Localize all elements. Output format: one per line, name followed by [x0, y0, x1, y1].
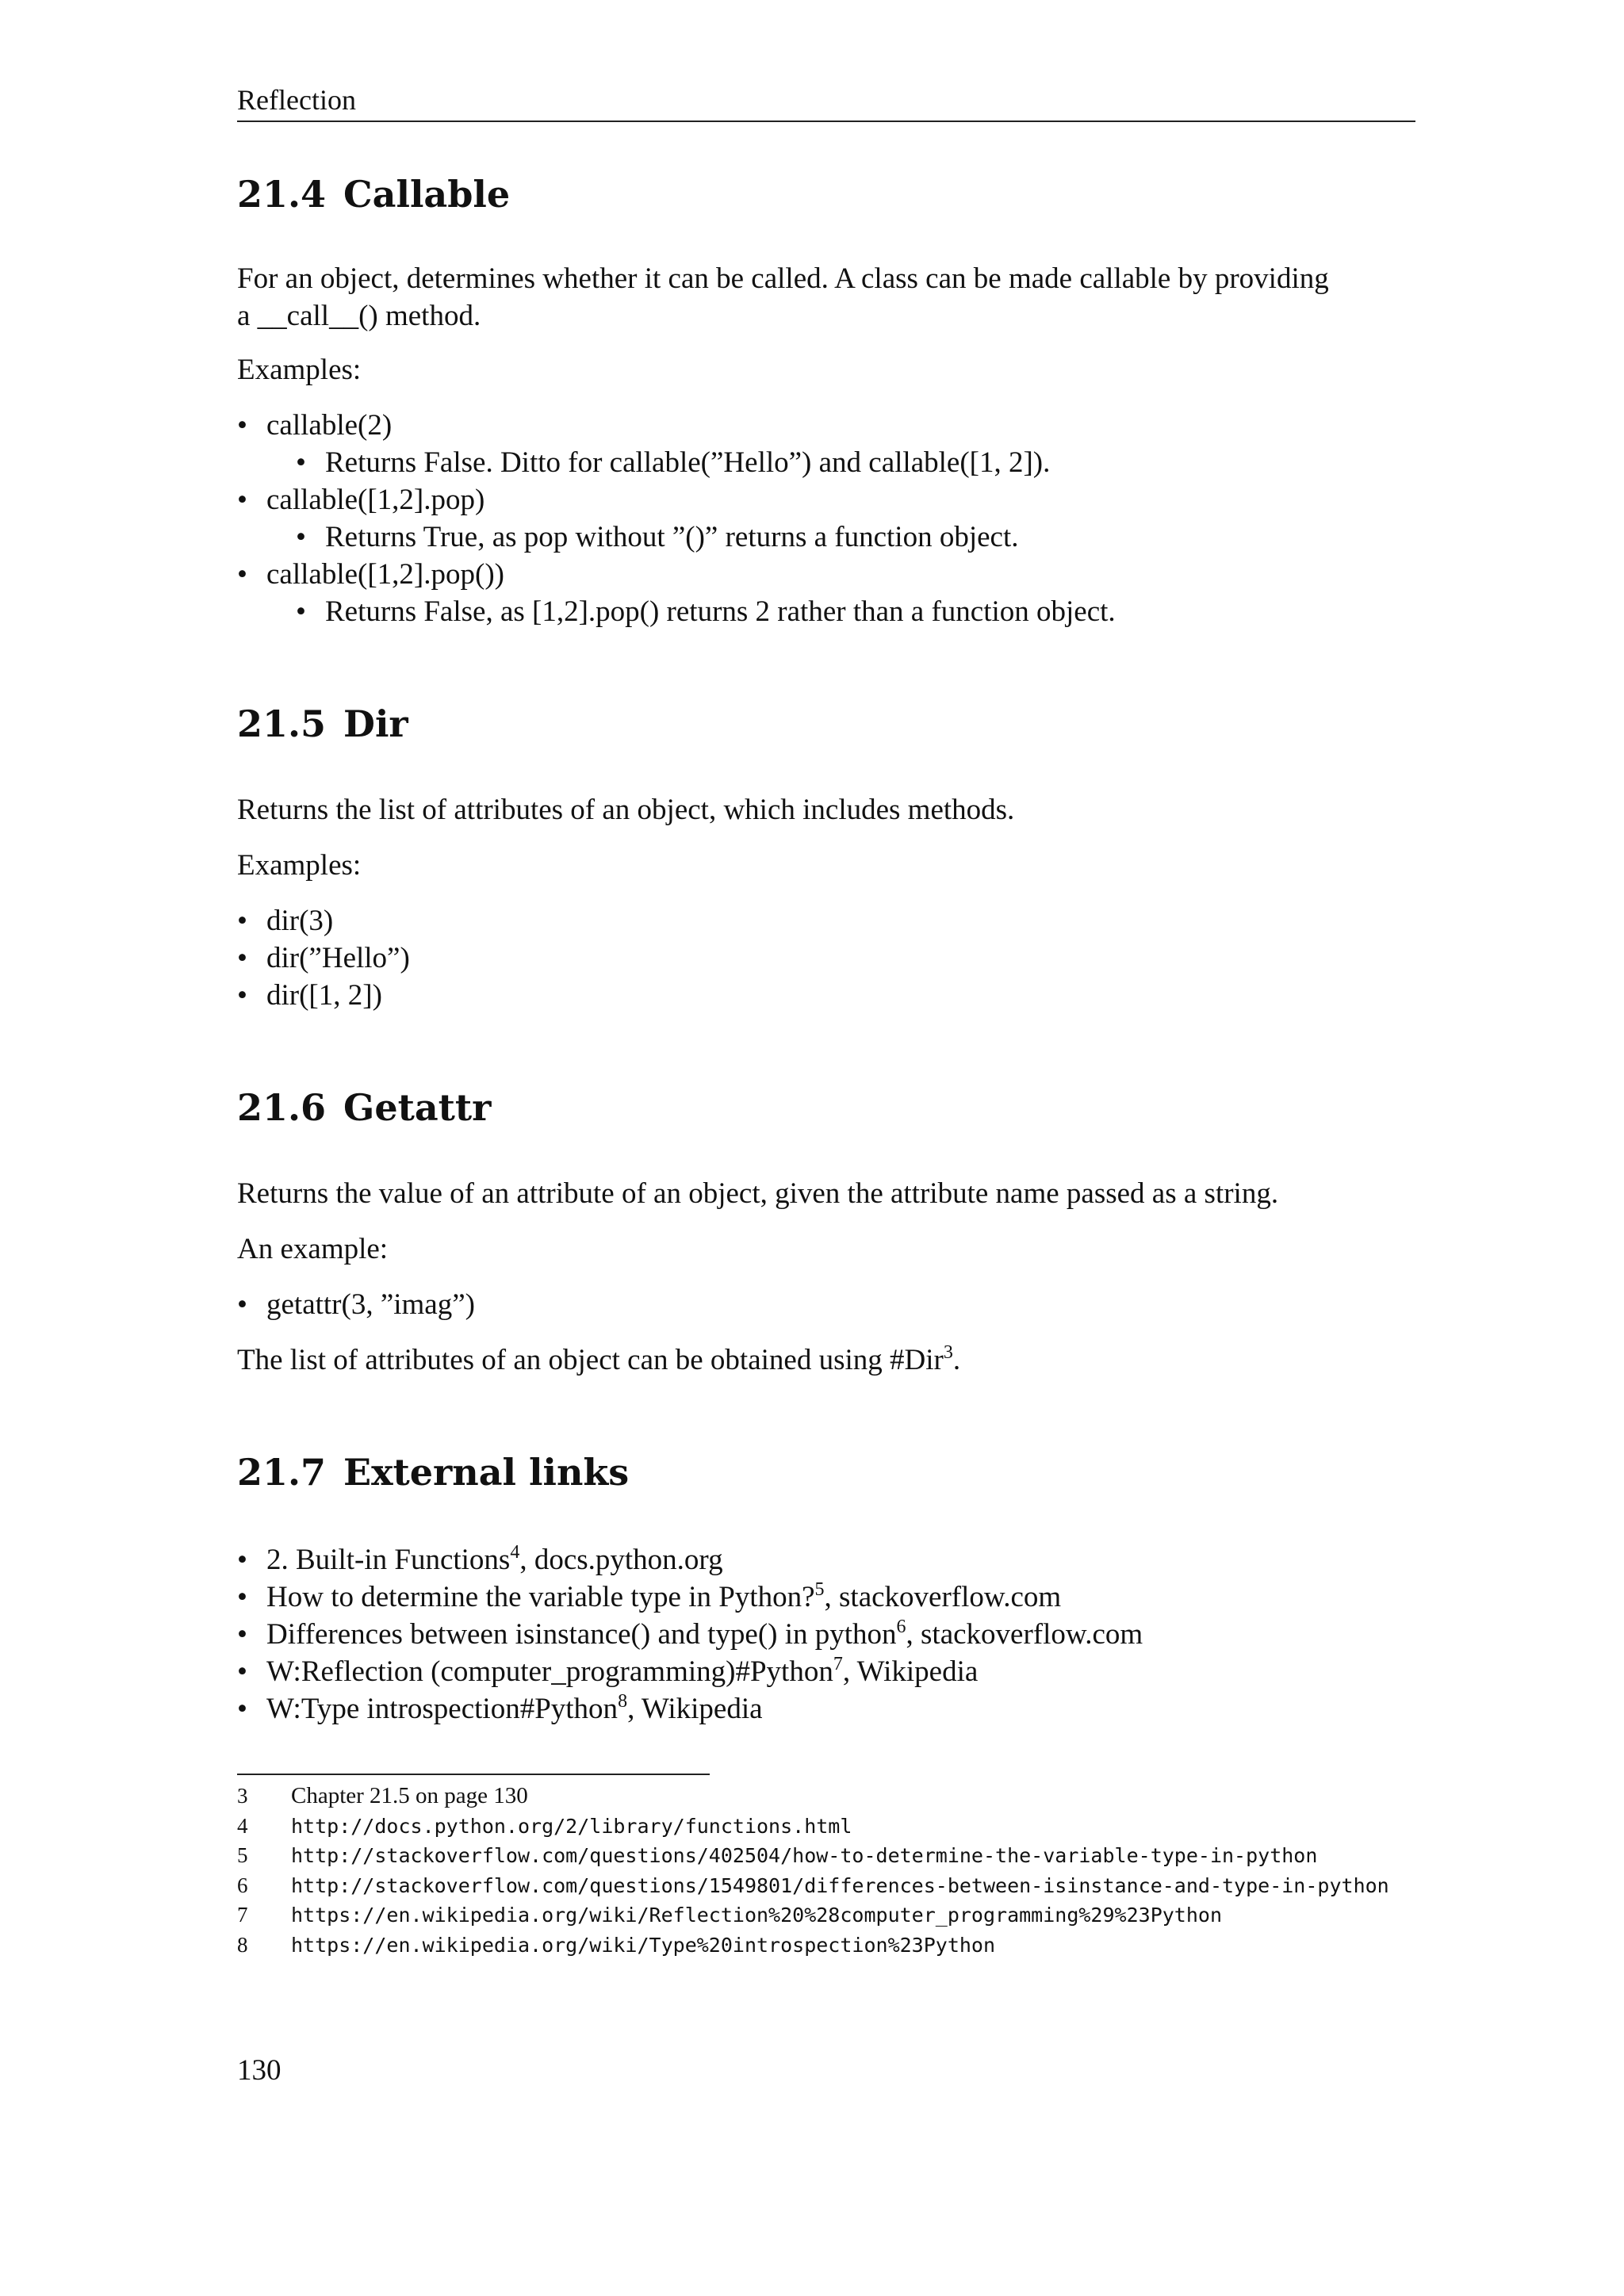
footnote-ref[interactable]: 8: [618, 1691, 628, 1712]
footnote-ref[interactable]: 5: [814, 1579, 825, 1600]
bullet-list-external-links: [237, 1541, 1427, 1728]
paragraph: The list of attributes of an object can be obtained using #Dir$^3$.: [237, 1342, 961, 1376]
footnote-rule: [237, 1774, 710, 1775]
section-heading-callable: [237, 170, 510, 218]
link-item[interactable]: • 2. Built-in Functions$^4$, docs.python.org: [237, 1541, 1427, 1578]
section-heading-getattr: [237, 1084, 491, 1131]
section-title: Callable: [343, 173, 511, 216]
paragraph: Returns the value of an attribute of an object, given the attribute name passed as a string.: [237, 1177, 1279, 1210]
footnote-ref[interactable]: 6: [896, 1617, 906, 1637]
list-item: • dir(3): [237, 902, 1427, 939]
footnote[interactable]: 6 http://stackoverflow.com/questions/1549801/differences-between-isinstance-and-type-in-python: [237, 1873, 1389, 1897]
footnote-ref[interactable]: 3: [943, 1342, 953, 1363]
list-item: • Returns False. Ditto for callable(”Hello”) and callable([1, 2]).: [296, 444, 1427, 481]
section-number: 21.7: [237, 1451, 327, 1494]
example-label: An example:: [237, 1233, 389, 1265]
section-title: Getattr: [343, 1086, 492, 1129]
list-item: • Returns True, as pop without ”()” returns a function object.: [296, 519, 1427, 556]
list-item: • callable([1,2].pop()) • Returns False, as [1,2].pop() returns 2 rather than a function object.: [237, 556, 1427, 630]
section-number: 21.5: [237, 702, 327, 745]
bullet-list-dir: [237, 902, 1427, 1014]
section-title: External links: [343, 1451, 630, 1494]
footnote[interactable]: 5 http://stackoverflow.com/questions/402504/how-to-determine-the-variable-type-in-python: [237, 1843, 1318, 1867]
bullet-list-getattr: [237, 1286, 1427, 1323]
link-item[interactable]: • Differences between isinstance() and type() in python$^6$, stackoverflow.com: [237, 1616, 1427, 1653]
list-item: • callable([1,2].pop) • Returns True, as pop without ”()” returns a function object.: [237, 481, 1427, 556]
footnote[interactable]: 8 https://en.wikipedia.org/wiki/Type%20introspection%23Python: [237, 1932, 996, 1957]
footnote[interactable]: 7 https://en.wikipedia.org/wiki/Reflection%20%28computer_programming%29%23Python: [237, 1903, 1222, 1927]
footnote[interactable]: 4 http://docs.python.org/2/library/functions.html: [237, 1813, 852, 1838]
page-number: 130: [237, 2054, 282, 2087]
section-heading-dir: [237, 700, 408, 748]
paragraph: For an object, determines whether it can be called. A class can be made callable by providing: [237, 262, 1329, 295]
footnote-ref[interactable]: 7: [833, 1654, 843, 1674]
footnote-ref[interactable]: 4: [510, 1542, 520, 1563]
examples-label: Examples:: [237, 354, 362, 386]
footnote: 3 Chapter 21.5 on page 130: [237, 1783, 528, 1808]
section-title: Dir: [343, 702, 408, 745]
paragraph: Returns the list of attributes of an object, which includes methods.: [237, 794, 1015, 826]
section-number: 21.4: [237, 173, 327, 216]
paragraph: a __call__() method.: [237, 300, 481, 332]
footnotes: [237, 1781, 1585, 1960]
section-number: 21.6: [237, 1086, 327, 1129]
bullet-list-callable: [237, 407, 1427, 630]
list-item: • getattr(3, ”imag”): [237, 1286, 1427, 1323]
link-item[interactable]: • How to determine the variable type in Python?$^5$, stackoverflow.com: [237, 1578, 1427, 1616]
running-head: Reflection: [237, 82, 1415, 122]
link-item[interactable]: • W:Type introspection#Python$^8$, Wikipedia: [237, 1690, 1427, 1728]
list-item: • dir([1, 2]): [237, 977, 1427, 1014]
link-item[interactable]: • W:Reflection (computer_programming)#Python$^7$, Wikipedia: [237, 1653, 1427, 1690]
list-item: • callable(2) • Returns False. Ditto for callable(”Hello”) and callable([1, 2]).: [237, 407, 1427, 481]
list-item: • Returns False, as [1,2].pop() returns 2 rather than a function object.: [296, 593, 1427, 630]
list-item: • dir(”Hello”): [237, 939, 1427, 977]
examples-label: Examples:: [237, 849, 362, 882]
section-heading-external-links: [237, 1448, 629, 1496]
